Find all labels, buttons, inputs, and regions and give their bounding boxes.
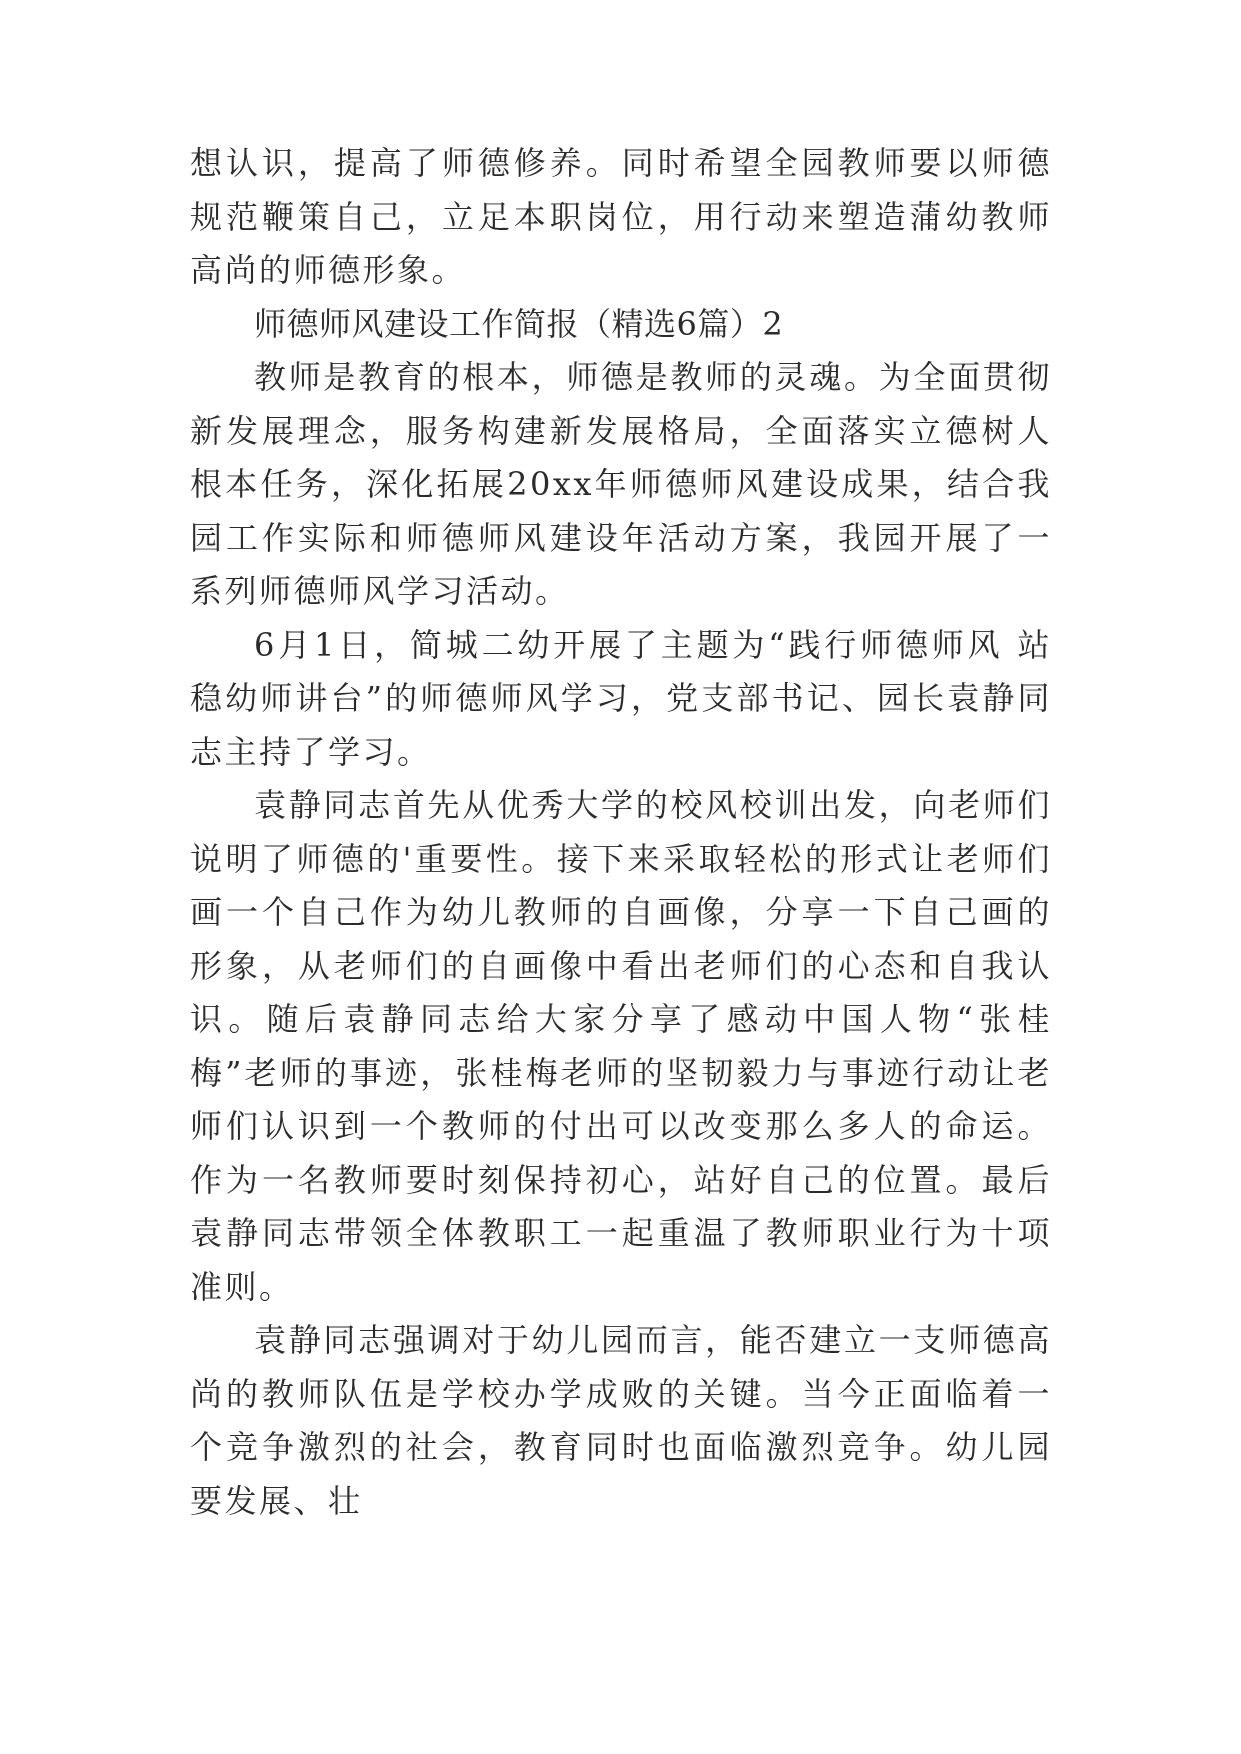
paragraph-activity: 袁静同志首先从优秀大学的校风校训出发，向老师们说明了师德的'重要性。接下来采取轻松的形式让老师们画一个自己作为幼儿教师的自画像，分享一下自己画的形象，从老师们的自画像中看出老师们的心态和自我认识。随后袁静同志给大家分享了感动中国人物“张桂梅”老师的事迹，张桂梅老师的坚韧毅力与事迹行动让老师们认识到一个教师的付出可以改变那么多人的命运。作为一名教师要时刻保持初心，站好自己的位置。最后袁静同志带领全体教职工一起重温了教师职业行为十项准则。: [190, 786, 1052, 1306]
paragraph-event: 6月1日，简城二幼开展了主题为“践行师德师风 站稳幼师讲台”的师德师风学习，党支部书记、园长袁静同志主持了学习。: [190, 625, 1052, 771]
document-body: [190, 137, 1052, 1528]
section-subtitle: 师德师风建设工作简报（精选6篇）2: [254, 304, 784, 343]
paragraph-emphasis: 袁静同志强调对于幼儿园而言，能否建立一支师德高尚的教师队伍是学校办学成败的关键。当今正面临着一个竞争激烈的社会，教育同时也面临激烈竞争。幼儿园要发展、壮: [190, 1321, 1052, 1520]
paragraph-intro: 教师是教育的根本，师德是教师的灵魂。为全面贯彻新发展理念，服务构建新发展格局，全面落实立德树人根本任务，深化拓展20xx年师德师风建设成果，结合我园工作实际和师德师风建设年活动方案，我园开展了一系列师德师风学习活动。: [190, 358, 1052, 610]
paragraph-continuation: 想认识，提高了师德修养。同时希望全园教师要以师德规范鞭策自己，立足本职岗位，用行动来塑造蒲幼教师高尚的师德形象。: [190, 144, 1052, 289]
